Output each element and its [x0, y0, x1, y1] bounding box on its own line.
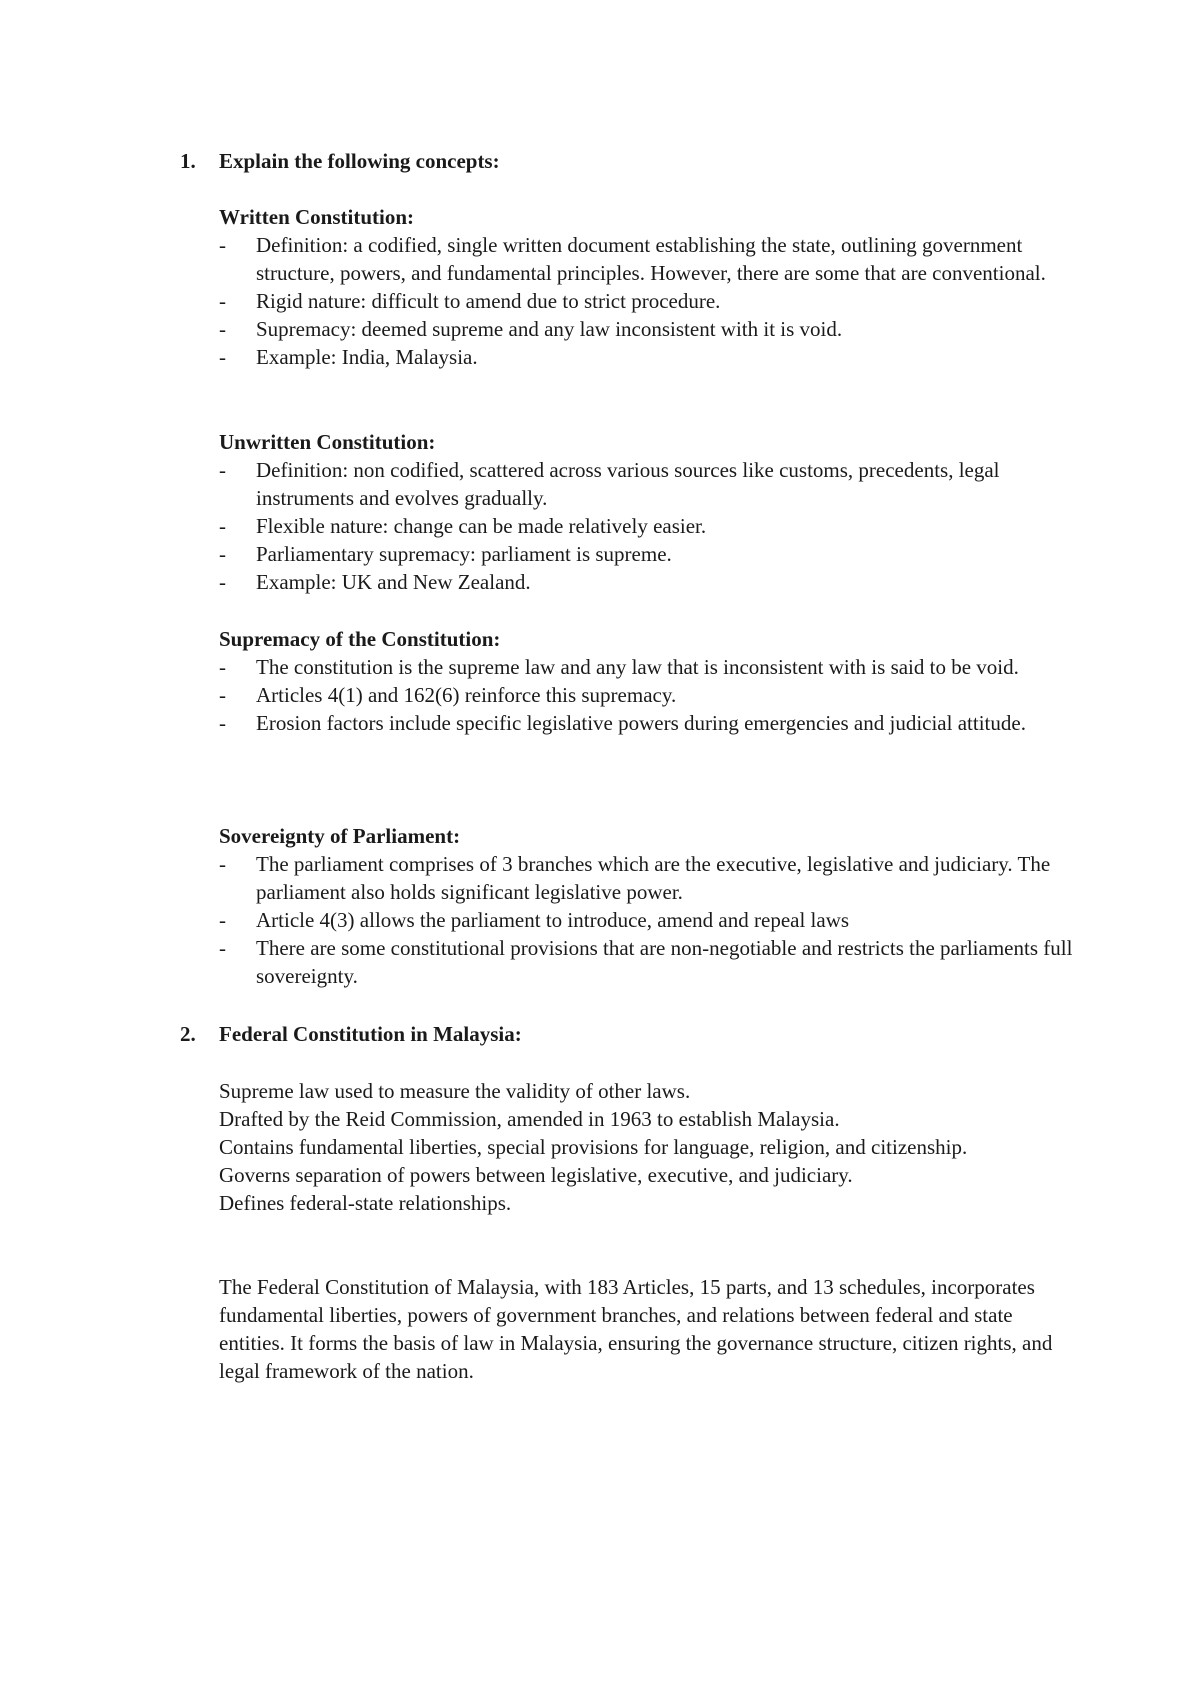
bullet-dash: - [219, 683, 226, 707]
question-2-title: Federal Constitution in Malaysia: [219, 1022, 522, 1046]
text-line: Drafted by the Reid Commission, amended in 1963 to establish Malaysia. [219, 1107, 840, 1131]
bullet-dash: - [219, 908, 226, 932]
list-item: - The constitution is the supreme law and any law that is inconsistent with is said to be void. [219, 655, 1019, 679]
bullet-dash: - [219, 289, 226, 313]
list-item: - The parliament comprises of 3 branches which are the executive, legislative and judiciary. The parliament also holds significant legislative power. [219, 852, 1051, 904]
list-item: - Definition: a codified, single written document establishing the state, outlining government structure, powers, and fundamental principles. However, there are some that are conventional. [219, 233, 1046, 285]
supremacy-heading: Supremacy of the Constitution: [219, 627, 501, 651]
bullet-dash: - [219, 936, 226, 960]
supremacy-section [219, 625, 1079, 737]
list-item: - There are some constitutional provisions that are non-negotiable and restricts the parliaments full sovereignty. [219, 936, 1073, 988]
unwritten-constitution-section [219, 428, 1079, 596]
list-item: - Article 4(3) allows the parliament to introduce, amend and repeal laws [219, 908, 850, 932]
federal-constitution-summary: The Federal Constitution of Malaysia, with 183 Articles, 15 parts, and 13 schedules, incorporates fundamental liberties, powers of government branches, and relations between federal and state entities. It forms the basis of law in Malaysia, ensuring the governance structure, citizen rights, and legal framework of the nation. [219, 1275, 1053, 1383]
sovereignty-list [219, 850, 1079, 990]
supremacy-list [219, 653, 1079, 737]
written-constitution-heading: Written Constitution: [219, 205, 415, 229]
unwritten-constitution-heading: Unwritten Constitution: [219, 430, 436, 454]
list-item: - Example: UK and New Zealand. [219, 570, 531, 594]
bullet-dash: - [219, 458, 226, 482]
list-item: - Definition: non codified, scattered across various sources like customs, precedents, legal instruments and evolves gradually. [219, 458, 1000, 510]
bullet-dash: - [219, 542, 226, 566]
list-item: - Articles 4(1) and 162(6) reinforce this supremacy. [219, 683, 677, 707]
list-item: - Rigid nature: difficult to amend due to strict procedure. [219, 289, 721, 313]
text-line: Contains fundamental liberties, special provisions for language, religion, and citizenship. [219, 1135, 968, 1159]
written-constitution-section [219, 203, 1079, 371]
list-item: - Erosion factors include specific legislative powers during emergencies and judicial attitude. [219, 711, 1026, 735]
sovereignty-heading: Sovereignty of Parliament: [219, 824, 461, 848]
bullet-dash: - [219, 317, 226, 341]
text-line: Defines federal-state relationships. [219, 1191, 512, 1215]
federal-constitution-points [219, 1077, 1079, 1217]
question-1-title: Explain the following concepts: [219, 149, 500, 173]
sovereignty-section [219, 822, 1079, 990]
bullet-dash: - [219, 514, 226, 538]
text-line: Governs separation of powers between legislative, executive, and judiciary. [219, 1163, 853, 1187]
list-item: - Flexible nature: change can be made relatively easier. [219, 514, 707, 538]
written-constitution-list [219, 231, 1079, 371]
list-item: - Supremacy: deemed supreme and any law inconsistent with it is void. [219, 317, 843, 341]
bullet-dash: - [219, 711, 226, 735]
question-2-number: 2. [180, 1022, 196, 1046]
question-1-number: 1. [180, 149, 196, 173]
unwritten-constitution-list [219, 456, 1079, 596]
text-line: Supreme law used to measure the validity of other laws. [219, 1079, 691, 1103]
list-item: - Parliamentary supremacy: parliament is supreme. [219, 542, 672, 566]
bullet-dash: - [219, 570, 226, 594]
bullet-dash: - [219, 345, 226, 369]
bullet-dash: - [219, 655, 226, 679]
list-item: - Example: India, Malaysia. [219, 345, 478, 369]
bullet-dash: - [219, 852, 226, 876]
bullet-dash: - [219, 233, 226, 257]
